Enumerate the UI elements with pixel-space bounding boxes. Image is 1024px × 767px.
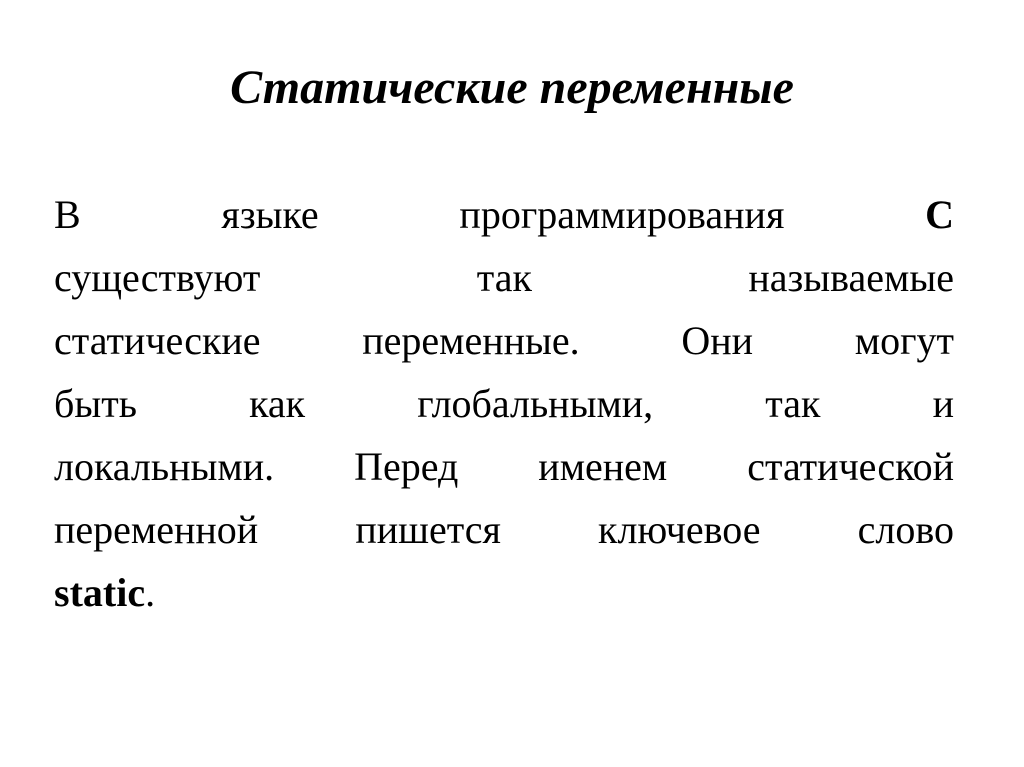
word: так — [476, 255, 532, 300]
body-line-7 — [54, 561, 954, 624]
body-line-6 — [54, 498, 954, 561]
keyword-static: static — [54, 570, 146, 615]
language-name-c: С — [925, 192, 954, 237]
body-line-4 — [54, 372, 954, 435]
word: быть — [54, 381, 137, 426]
word: статической — [747, 444, 954, 489]
slide-body-text — [54, 183, 954, 624]
word: переменной — [54, 507, 259, 552]
word: пишется — [355, 507, 501, 552]
word: слово — [857, 507, 954, 552]
word: и — [932, 381, 954, 426]
body-line-5 — [54, 435, 954, 498]
word: переменные. — [362, 318, 580, 363]
word: так — [765, 381, 821, 426]
period: . — [145, 570, 156, 615]
word: существуют — [54, 255, 261, 300]
word: именем — [538, 444, 668, 489]
body-line-1 — [54, 183, 954, 246]
slide-title: Статические переменные — [230, 61, 794, 114]
word: могут — [854, 318, 954, 363]
word: глобальными, — [417, 381, 654, 426]
word: называемые — [748, 255, 954, 300]
word: статические — [54, 318, 261, 363]
word: Они — [681, 318, 754, 363]
word: языке — [221, 192, 319, 237]
word: как — [249, 381, 306, 426]
word: ключевое — [598, 507, 761, 552]
word: программирования — [459, 192, 785, 237]
body-line-3 — [54, 309, 954, 372]
word: Перед — [354, 444, 459, 489]
word: В — [54, 192, 81, 237]
word: локальными. — [54, 444, 275, 489]
body-line-2 — [54, 246, 954, 309]
